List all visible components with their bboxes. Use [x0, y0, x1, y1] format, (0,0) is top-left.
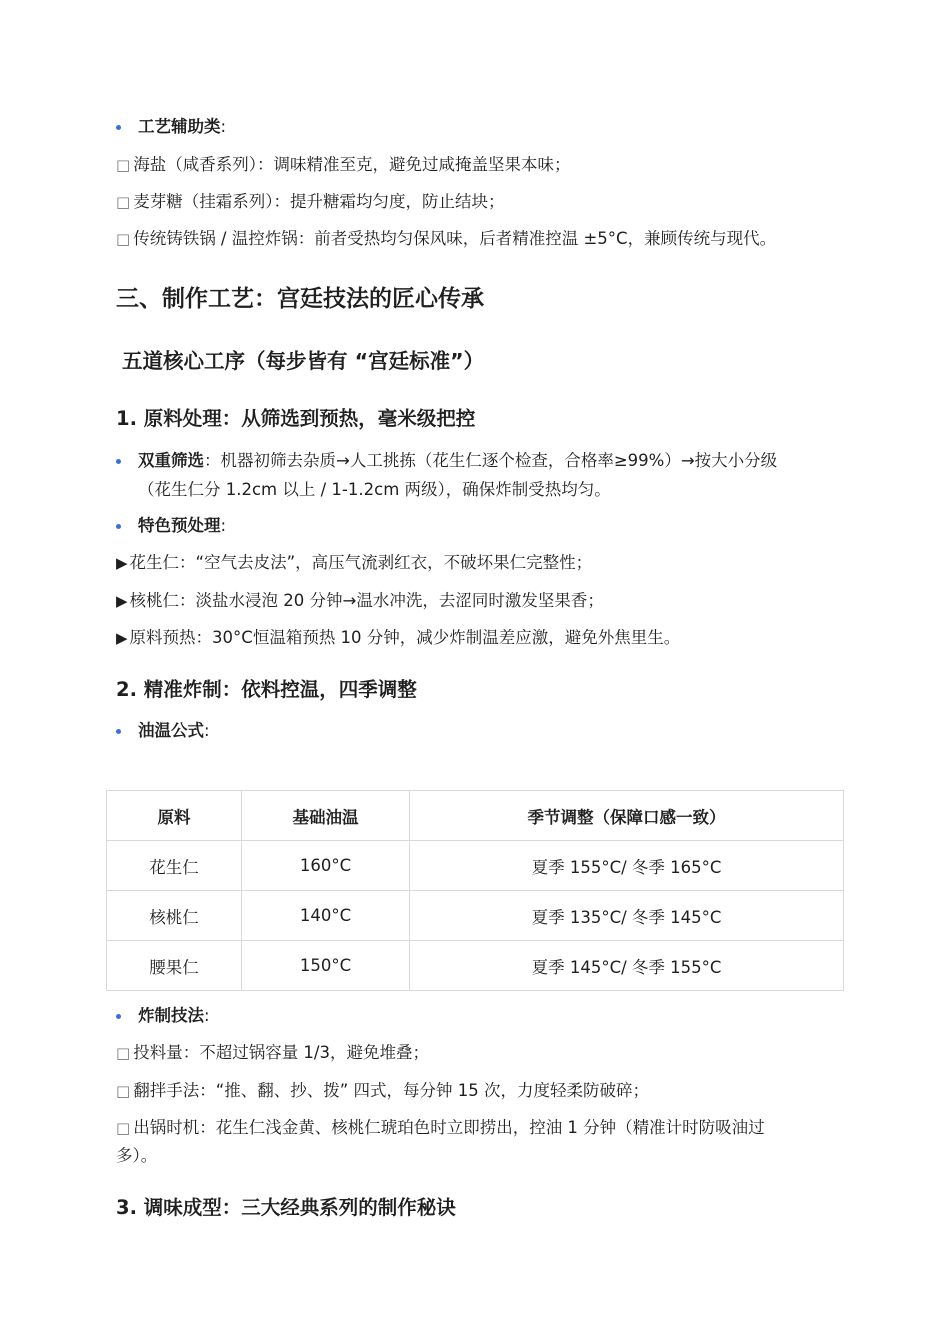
bullet-dot: [116, 1014, 121, 1019]
triangle-icon: ▶: [116, 629, 128, 647]
square-icon: □: [116, 1044, 131, 1062]
pre-label: 特色预处理: [138, 516, 221, 535]
pre-item-text: 花生仁：“空气去皮法”，高压气流剥红衣，不破坏果仁完整性；: [129, 553, 593, 572]
bullet-dot: [116, 125, 121, 130]
aux-item-text: 海盐（咸香系列）：调味精准至克，避免过咸掩盖坚果本味；: [133, 155, 571, 174]
technique-heading: [138, 1002, 210, 1030]
timing-line-2: 多）。: [116, 1146, 158, 1165]
square-icon: □: [116, 1082, 131, 1100]
timing-line-1: [116, 1114, 765, 1142]
table-header-cell: 原料: [107, 791, 242, 841]
step2-title: 2. 精准炸制：依料控温，四季调整: [116, 678, 417, 701]
table-cell: 140°C: [242, 891, 410, 941]
bullet-dot: [116, 524, 121, 529]
square-icon: □: [116, 156, 131, 174]
table-cell: 160°C: [242, 841, 410, 891]
table-cell: 花生仁: [107, 841, 242, 891]
pre-item-text: 核桃仁：淡盐水浸泡 20 分钟→温水冲洗，去涩同时激发坚果香；: [129, 591, 604, 610]
oil-temperature-table: [106, 790, 844, 991]
table-cell: 核桃仁: [107, 891, 242, 941]
technique-item: [116, 1039, 429, 1067]
table-row: [107, 841, 844, 891]
table-cell: 腰果仁: [107, 941, 242, 991]
technique-item-text: 翻拌手法：“推、翻、抄、拨” 四式，每分钟 15 次，力度轻柔防破碎；: [133, 1081, 650, 1100]
technique-item-text: 投料量：不超过锅容量 1/3，避免堆叠；: [133, 1043, 429, 1062]
colon: :: [204, 721, 210, 740]
aux-item-text: 传统铸铁锅 / 温控炸锅：前者受热均匀保风味，后者精准控温 ±5°C，兼顾传统与现代。: [133, 229, 777, 248]
table-cell: 夏季 145°C/ 冬季 155°C: [410, 941, 844, 991]
step3-title: 3. 调味成型：三大经典系列的制作秘诀: [116, 1196, 456, 1219]
table-header-cell: 基础油温: [242, 791, 410, 841]
colon: :: [220, 117, 227, 136]
formula-heading: [138, 717, 210, 745]
pre-heading: [138, 512, 226, 540]
aux-item: [116, 225, 776, 253]
colon: :: [220, 516, 227, 535]
bullet-dot: [116, 459, 121, 464]
square-icon: □: [116, 230, 131, 248]
technique-item: [116, 1077, 649, 1105]
pre-item-text: 原料预热：30°C恒温箱预热 10 分钟，减少炸制温差应激，避免外焦里生。: [129, 628, 681, 647]
table-cell: 150°C: [242, 941, 410, 991]
pre-item: [116, 624, 680, 652]
triangle-icon: ▶: [116, 592, 128, 610]
table-header-cell: 季节调整（保障口感一致）: [410, 791, 844, 841]
technique-label: 炸制技法: [138, 1006, 204, 1025]
table-cell: 夏季 155°C/ 冬季 165°C: [410, 841, 844, 891]
formula-label: 油温公式: [138, 721, 204, 740]
screening-label: 双重筛选: [138, 451, 204, 470]
sub-heading: 五道核心工序（每步皆有 “宫廷标准”）: [122, 349, 485, 373]
section-heading: 三、制作工艺：宫廷技法的匠心传承: [116, 286, 484, 312]
screening-line-2: （花生仁分 1.2cm 以上 / 1-1.2cm 两级），确保炸制受热均匀。: [138, 480, 611, 499]
square-icon: □: [116, 1119, 131, 1137]
pre-item: [116, 587, 604, 615]
square-icon: □: [116, 193, 131, 211]
aux-item: [116, 188, 504, 216]
pre-item: [116, 549, 592, 577]
aux-item-text: 麦芽糖（挂霜系列）：提升糖霜均匀度，防止结块；: [133, 192, 505, 211]
step1-title: 1. 原料处理：从筛选到预热，毫米级把控: [116, 407, 476, 430]
screening-line-1: [138, 447, 777, 475]
table-cell: 夏季 135°C/ 冬季 145°C: [410, 891, 844, 941]
table-header-row: [107, 791, 844, 841]
triangle-icon: ▶: [116, 554, 128, 572]
aux-heading: [138, 113, 226, 141]
screening-text: ：机器初筛去杂质→人工挑拣（花生仁逐个检查，合格率≥99%）→按大小分级: [204, 451, 778, 470]
table-row: [107, 941, 844, 991]
bullet-dot: [116, 729, 121, 734]
table-row: [107, 891, 844, 941]
timing-text: 出锅时机：花生仁浅金黄、核桃仁琥珀色时立即捞出，控油 1 分钟（精准计时防吸油过: [133, 1118, 765, 1137]
aux-item: [116, 151, 570, 179]
colon: :: [204, 1006, 210, 1025]
aux-label: 工艺辅助类: [138, 117, 221, 136]
